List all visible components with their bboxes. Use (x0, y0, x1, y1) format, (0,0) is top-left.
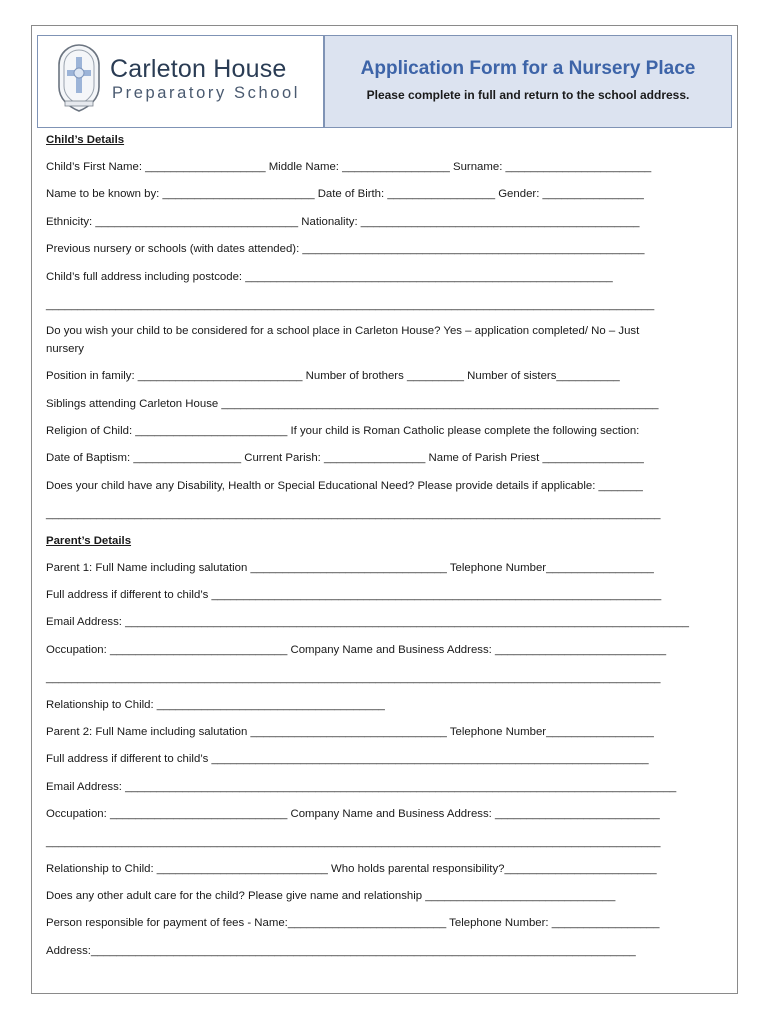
form-field-line[interactable]: Position in family: __________________________ Number of brothers _________ Number of sisters__________ (46, 370, 620, 382)
form-field-line[interactable]: _________________________________________________________________________________________________ (46, 508, 661, 520)
form-field-line[interactable]: Person responsible for payment of fees - Name:_________________________ Telephone Number: _________________ (46, 917, 660, 929)
form-field-line[interactable]: Ethnicity: ________________________________ Nationality: ____________________________________________ (46, 216, 640, 228)
form-field-line[interactable]: Email Address: _______________________________________________________________________________________ (46, 781, 677, 793)
form-field-line[interactable]: Does your child have any Disability, Health or Special Educational Need? Please provide details if applicable: _______ (46, 480, 643, 492)
form-field-line[interactable]: Do you wish your child to be considered for a school place in Carleton House? Yes – application completed/ No – Just (46, 325, 640, 337)
form-field-line[interactable]: Previous nursery or schools (with dates attended): ______________________________________________________ (46, 243, 645, 255)
form-field-line[interactable]: Religion of Child: ________________________ If your child is Roman Catholic please complete the following section: (46, 425, 640, 437)
form-subtitle: Please complete in full and return to the school address. (366, 88, 690, 102)
school-name: Carleton House (110, 55, 287, 83)
form-field-line[interactable]: Child’s full address including postcode: __________________________________________________________ (46, 271, 613, 283)
form-field-line[interactable]: Email Address: _________________________________________________________________________________________ (46, 616, 689, 628)
section-heading: Child’s Details (46, 134, 125, 146)
form-field-line[interactable]: Does any other adult care for the child? Please give name and relationship ______________________________ (46, 890, 616, 902)
form-field-line[interactable]: Address:______________________________________________________________________________________ (46, 945, 636, 957)
school-crest-icon (55, 43, 103, 113)
form-title: Application Form for a Nursery Place (360, 58, 696, 79)
form-field-line[interactable]: Parent 1: Full Name including salutation _______________________________ Telephone Number_________________ (46, 562, 654, 574)
form-field-line[interactable]: Full address if different to child’s _______________________________________________________________________ (46, 589, 662, 601)
form-field-line[interactable]: Relationship to Child: ___________________________ Who holds parental responsibility?________________________ (46, 863, 657, 875)
form-field-line[interactable]: Siblings attending Carleton House _____________________________________________________________________ (46, 398, 659, 410)
form-field-line[interactable]: Relationship to Child: ____________________________________ (46, 699, 385, 711)
form-field-line[interactable]: Date of Baptism: _________________ Current Parish: ________________ Name of Parish Priest ________________ (46, 452, 644, 464)
form-field-line[interactable]: _________________________________________________________________________________________________ (46, 672, 661, 684)
form-field-line[interactable]: Full address if different to child’s _____________________________________________________________________ (46, 753, 649, 765)
title-panel (324, 35, 732, 128)
section-heading: Parent’s Details (46, 535, 132, 547)
form-field-line[interactable]: Occupation: ____________________________ Company Name and Business Address: __________________________ (46, 808, 660, 820)
form-field-line[interactable]: Occupation: ____________________________ Company Name and Business Address: ___________________________ (46, 644, 667, 656)
form-field-line[interactable]: Name to be known by: ________________________ Date of Birth: _________________ Gender: ________________ (46, 188, 644, 200)
form-field-line[interactable]: Parent 2: Full Name including salutation _______________________________ Telephone Number_________________ (46, 726, 654, 738)
school-subtitle: Preparatory School (112, 84, 301, 102)
form-field-line[interactable]: Child’s First Name: ___________________ Middle Name: _________________ Surname: _______________________ (46, 161, 652, 173)
form-field-line[interactable]: nursery (46, 343, 84, 355)
form-field-line[interactable]: _________________________________________________________________________________________________ (46, 836, 661, 848)
form-field-line[interactable]: ________________________________________________________________________________________________ (46, 299, 655, 311)
